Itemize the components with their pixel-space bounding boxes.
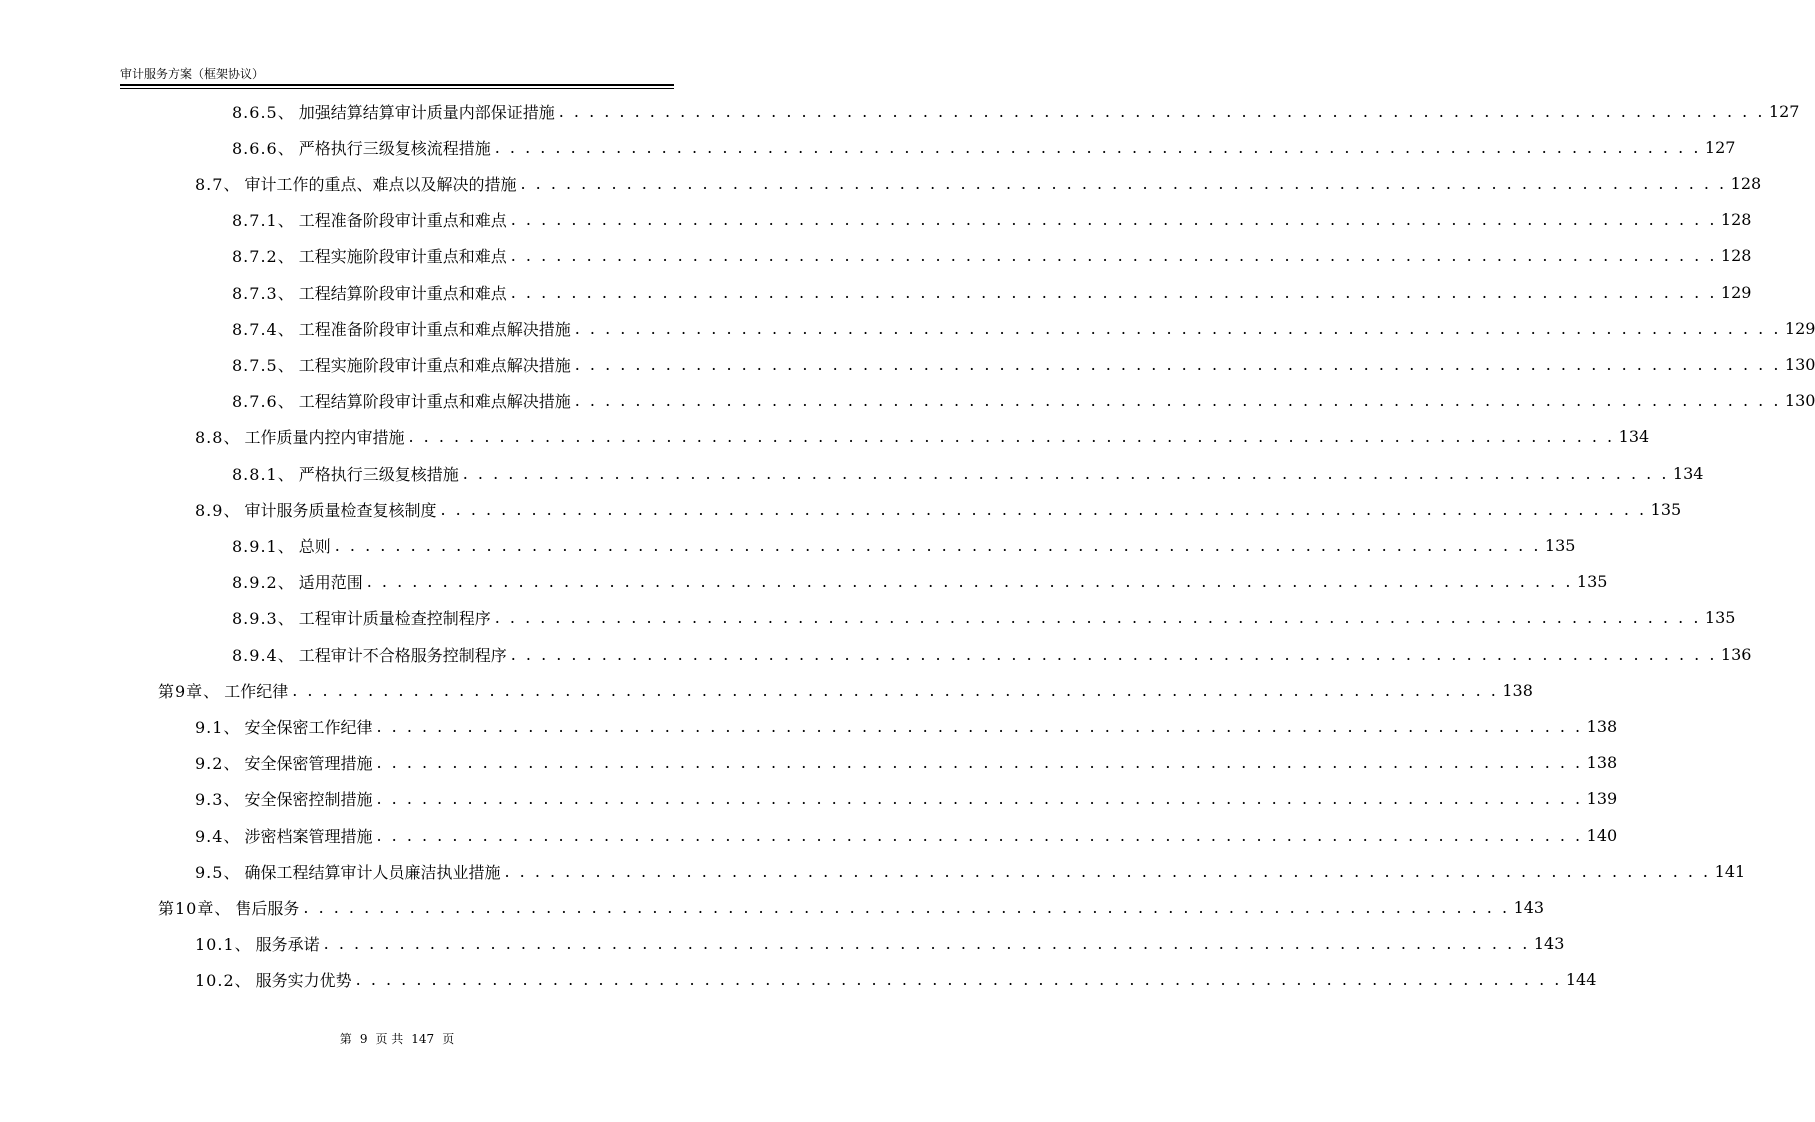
toc-entry-number: 8.7.3、 [232,283,295,303]
toc-entry-number: 9.4、 [195,826,241,846]
toc-entry[interactable] [232,600,1736,636]
toc-entry-page: 128 [1730,173,1762,193]
header-rule-thick [120,84,674,86]
toc-entry-page: 134 [1618,427,1650,447]
toc-entry-page: 144 [1565,970,1597,990]
toc-entry-number: 第9章、 [158,681,221,701]
toc-entry-title: 工程实施阶段审计重点和难点 [298,247,507,267]
toc-leader-dots: . . . . . . . . . . . . . . . . . . . . . . . . . . . . . . . . . . . . . . . . . . . . . . . . . . . . . . . . . . . . . . . . . . . . . . . . . . . . . . . . [334,535,1541,555]
toc-entry-page: 135 [1650,499,1682,519]
toc-entry-title: 严格执行三级复核措施 [298,464,459,484]
toc-entry[interactable] [195,926,1565,962]
toc-entry-page: 143 [1533,934,1565,954]
toc-entry-title: 工程结算阶段审计重点和难点 [298,283,507,303]
toc-entry-title: 适用范围 [298,573,363,593]
toc-entry-title: 审计工作的重点、难点以及解决的措施 [244,174,517,194]
toc-entry-number: 8.9.2、 [232,573,295,593]
toc-entry-number: 8.8、 [195,428,241,448]
toc-leader-dots: . . . . . . . . . . . . . . . . . . . . . . . . . . . . . . . . . . . . . . . . . . . . . . . . . . . . . . . . . . . . . . . . . . . . . . . . . . . . . . . . [376,789,1583,809]
toc-leader-dots: . . . . . . . . . . . . . . . . . . . . . . . . . . . . . . . . . . . . . . . . . . . . . . . . . . . . . . . . . . . . . . . . . . . . . . . . . . . . . . . . [510,282,1717,302]
toc-entry-number: 10.2、 [195,971,252,991]
footer-current-page: 9 [359,1032,368,1046]
toc-entry[interactable] [232,202,1752,238]
toc-entry-page: 141 [1714,861,1746,881]
toc-entry[interactable] [195,491,1682,527]
toc-entry-page: 127 [1704,137,1736,157]
toc-entry-page: 127 [1768,101,1800,121]
toc-entry-number: 8.8.1、 [232,464,295,484]
toc-entry[interactable] [195,745,1618,781]
toc-entry[interactable] [158,672,1533,708]
toc-entry-number: 8.6.6、 [232,138,295,158]
page-footer [0,1030,794,1047]
toc-entry-title: 服务实力优势 [255,971,352,991]
toc-entry[interactable] [232,564,1608,600]
toc-entry-title: 售后服务 [235,898,300,918]
toc-entry[interactable] [232,527,1576,563]
toc-entry-title: 工程结算阶段审计重点和难点解决措施 [298,392,571,412]
toc-entry-number: 8.7.6、 [232,392,295,412]
toc-entry[interactable] [158,889,1545,925]
toc-leader-dots: . . . . . . . . . . . . . . . . . . . . . . . . . . . . . . . . . . . . . . . . . . . . . . . . . . . . . . . . . . . . . . . . . . . . . . . . . . . . . . . . [323,934,1530,954]
toc-entry-page: 135 [1704,608,1736,628]
toc-entry-number: 8.9.4、 [232,645,295,665]
toc-leader-dots: . . . . . . . . . . . . . . . . . . . . . . . . . . . . . . . . . . . . . . . . . . . . . . . . . . . . . . . . . . . . . . . . . . . . . . . . . . . . . . . . [408,427,1615,447]
toc-entry[interactable] [195,817,1618,853]
toc-leader-dots: . . . . . . . . . . . . . . . . . . . . . . . . . . . . . . . . . . . . . . . . . . . . . . . . . . . . . . . . . . . . . . . . . . . . . . . . . . . . . . . . [440,499,1647,519]
toc-entry[interactable] [232,238,1752,274]
footer-mid: 页 共 [375,1032,404,1046]
toc-entry-title: 工作纪律 [224,681,289,701]
toc-entry-number: 8.9、 [195,500,241,520]
toc-leader-dots: . . . . . . . . . . . . . . . . . . . . . . . . . . . . . . . . . . . . . . . . . . . . . . . . . . . . . . . . . . . . . . . . . . . . . . . . . . . . . . . . [504,861,1711,881]
toc-entry-page: 135 [1576,572,1608,592]
toc-entry[interactable] [195,853,1746,889]
toc-leader-dots: . . . . . . . . . . . . . . . . . . . . . . . . . . . . . . . . . . . . . . . . . . . . . . . . . . . . . . . . . . . . . . . . . . . . . . . . . . . . . . . . [494,137,1701,157]
toc-entry-title: 严格执行三级复核流程措施 [298,138,491,158]
toc-entry[interactable] [232,636,1752,672]
toc-entry-title: 涉密档案管理措施 [244,826,373,846]
toc-leader-dots: . . . . . . . . . . . . . . . . . . . . . . . . . . . . . . . . . . . . . . . . . . . . . . . . . . . . . . . . . . . . . . . . . . . . . . . . . . . . . . . . [494,608,1701,628]
running-header: 审计服务方案（框架协议） [120,67,265,81]
toc-entry-page: 138 [1586,716,1618,736]
toc-entry-number: 8.7、 [195,174,241,194]
toc-entry-title: 审计服务质量检查复核制度 [244,500,437,520]
toc-entry-number: 9.2、 [195,754,241,774]
toc-entry-page: 138 [1502,680,1533,700]
toc-entry-title: 加强结算结算审计质量内部保证措施 [298,102,555,122]
toc-entry-title: 工作质量内控内审措施 [244,428,405,448]
toc-entry-page: 135 [1544,535,1576,555]
toc-entry-number: 9.5、 [195,862,241,882]
toc-entry-page: 138 [1586,753,1618,773]
footer-suffix: 页 [442,1032,455,1046]
toc-leader-dots: . . . . . . . . . . . . . . . . . . . . . . . . . . . . . . . . . . . . . . . . . . . . . . . . . . . . . . . . . . . . . . . . . . . . . . . . . . . . . . . . [574,354,1781,374]
toc-entry-number: 8.9.3、 [232,609,295,629]
toc-entry-title: 工程准备阶段审计重点和难点解决措施 [298,319,571,339]
toc-entry-title: 工程审计质量检查控制程序 [298,609,491,629]
toc-entry-title: 安全保密控制措施 [244,790,373,810]
toc-leader-dots: . . . . . . . . . . . . . . . . . . . . . . . . . . . . . . . . . . . . . . . . . . . . . . . . . . . . . . . . . . . . . . . . . . . . . . . . . . . . . . . . [376,716,1583,736]
toc-entry-title: 安全保密管理措施 [244,754,373,774]
toc-entry[interactable] [232,129,1736,165]
toc-entry-title: 总则 [298,536,331,556]
toc-leader-dots: . . . . . . . . . . . . . . . . . . . . . . . . . . . . . . . . . . . . . . . . . . . . . . . . . . . . . . . . . . . . . . . . . . . . . . . . . . . . . . . . [292,680,1499,700]
toc-entry-number: 9.1、 [195,717,241,737]
toc-entry-number: 8.9.1、 [232,536,295,556]
toc-entry-page: 130 [1784,354,1815,374]
toc-leader-dots: . . . . . . . . . . . . . . . . . . . . . . . . . . . . . . . . . . . . . . . . . . . . . . . . . . . . . . . . . . . . . . . . . . . . . . . . . . . . . . . . [376,753,1583,773]
toc-entry-page: 136 [1720,644,1752,664]
toc-leader-dots: . . . . . . . . . . . . . . . . . . . . . . . . . . . . . . . . . . . . . . . . . . . . . . . . . . . . . . . . . . . . . . . . . . . . . . . . . . . . . . . . [510,644,1717,664]
toc-entry[interactable] [195,708,1618,744]
toc-entry-title: 确保工程结算审计人员廉洁执业措施 [244,862,501,882]
toc-entry[interactable] [232,274,1752,310]
toc-leader-dots: . . . . . . . . . . . . . . . . . . . . . . . . . . . . . . . . . . . . . . . . . . . . . . . . . . . . . . . . . . . . . . . . . . . . . . . . . . . . . . . . [462,463,1669,483]
toc-entry-number: 9.3、 [195,790,241,810]
toc-leader-dots: . . . . . . . . . . . . . . . . . . . . . . . . . . . . . . . . . . . . . . . . . . . . . . . . . . . . . . . . . . . . . . . . . . . . . . . . . . . . . . . . [355,970,1562,990]
toc-entry[interactable] [195,781,1618,817]
toc-entry-page: 129 [1784,318,1815,338]
toc-entry-page: 128 [1720,246,1752,266]
footer-prefix: 第 [339,1032,352,1046]
toc-entry-page: 134 [1672,463,1704,483]
toc-entry[interactable] [232,346,1815,382]
toc-entry-number: 8.7.5、 [232,355,295,375]
header-rule-thin [120,88,674,89]
toc-entry-page: 130 [1784,391,1815,411]
toc-leader-dots: . . . . . . . . . . . . . . . . . . . . . . . . . . . . . . . . . . . . . . . . . . . . . . . . . . . . . . . . . . . . . . . . . . . . . . . . . . . . . . . . [376,825,1583,845]
toc-entry-page: 129 [1720,282,1752,302]
toc-entry[interactable] [232,93,1800,129]
footer-total-pages: 147 [411,1032,435,1046]
toc-entry-page: 140 [1586,825,1618,845]
toc-entry-page: 128 [1720,210,1752,230]
toc-entry-page: 139 [1586,789,1618,809]
toc-leader-dots: . . . . . . . . . . . . . . . . . . . . . . . . . . . . . . . . . . . . . . . . . . . . . . . . . . . . . . . . . . . . . . . . . . . . . . . . . . . . . . . . [366,572,1573,592]
toc-entry-page: 143 [1513,897,1545,917]
toc-leader-dots: . . . . . . . . . . . . . . . . . . . . . . . . . . . . . . . . . . . . . . . . . . . . . . . . . . . . . . . . . . . . . . . . . . . . . . . . . . . . . . . . [520,173,1727,193]
toc-entry-number: 10.1、 [195,935,252,955]
toc-leader-dots: . . . . . . . . . . . . . . . . . . . . . . . . . . . . . . . . . . . . . . . . . . . . . . . . . . . . . . . . . . . . . . . . . . . . . . . . . . . . . . . . [510,246,1717,266]
toc-entry[interactable] [232,455,1704,491]
toc-entry-title: 工程实施阶段审计重点和难点解决措施 [298,355,571,375]
toc-entry[interactable] [232,383,1815,419]
toc-entry-number: 8.7.4、 [232,319,295,339]
toc-leader-dots: . . . . . . . . . . . . . . . . . . . . . . . . . . . . . . . . . . . . . . . . . . . . . . . . . . . . . . . . . . . . . . . . . . . . . . . . . . . . . . . . [510,210,1717,230]
toc-entry-title: 服务承诺 [255,935,320,955]
toc-entry-number: 8.7.2、 [232,247,295,267]
toc-leader-dots: . . . . . . . . . . . . . . . . . . . . . . . . . . . . . . . . . . . . . . . . . . . . . . . . . . . . . . . . . . . . . . . . . . . . . . . . . . . . . . . . [574,391,1781,411]
toc-entry-number: 8.7.1、 [232,211,295,231]
toc-entry-number: 8.6.5、 [232,102,295,122]
toc-entry[interactable] [195,419,1650,455]
toc-leader-dots: . . . . . . . . . . . . . . . . . . . . . . . . . . . . . . . . . . . . . . . . . . . . . . . . . . . . . . . . . . . . . . . . . . . . . . . . . . . . . . . . [303,897,1510,917]
toc-entry-title: 工程准备阶段审计重点和难点 [298,211,507,231]
toc-entry[interactable] [195,962,1597,998]
toc-entry[interactable] [195,165,1762,201]
toc-entry-number: 第10章、 [158,898,232,918]
toc-entry-title: 工程审计不合格服务控制程序 [298,645,507,665]
toc-entry-title: 安全保密工作纪律 [244,717,373,737]
toc-leader-dots: . . . . . . . . . . . . . . . . . . . . . . . . . . . . . . . . . . . . . . . . . . . . . . . . . . . . . . . . . . . . . . . . . . . . . . . . . . . . . . . . [558,101,1765,121]
toc-entry[interactable] [232,310,1815,346]
toc-leader-dots: . . . . . . . . . . . . . . . . . . . . . . . . . . . . . . . . . . . . . . . . . . . . . . . . . . . . . . . . . . . . . . . . . . . . . . . . . . . . . . . . [574,318,1781,338]
